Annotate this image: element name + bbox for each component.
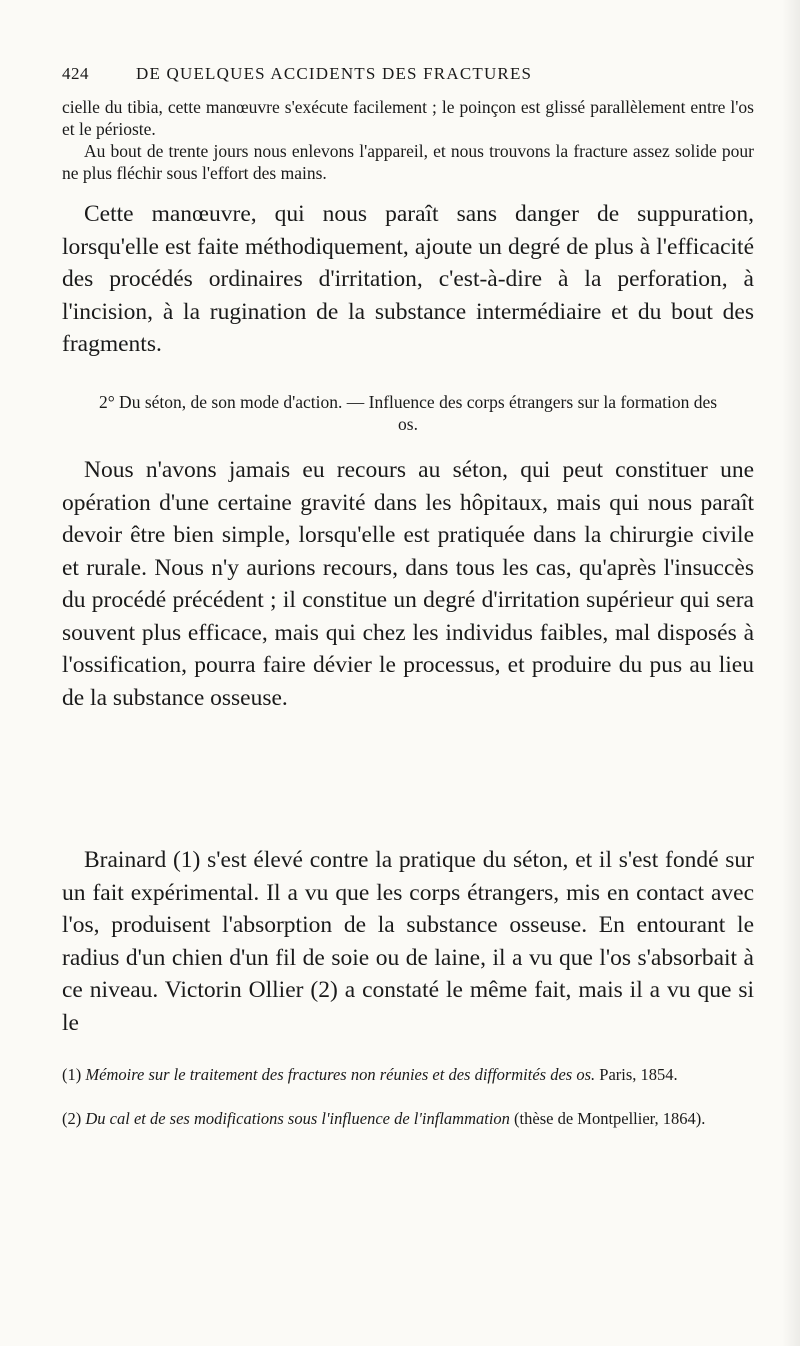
paragraph-continuation: cielle du tibia, cette manœuvre s'exécute facilement ; le poinçon est glissé parallèlement entre l'os et le périoste. — [62, 97, 754, 139]
paragraph-large: Nous n'avons jamais eu recours au séton, qui peut constituer une opération d'une certaine gravité dans les hôpitaux, mais qui nous paraît devoir être bien simple, lorsqu'elle est pratiquée dans la chirurgie civile et rurale. Nous n'y aurions recours, dans tous les cas, qu'après l'insuccès du procédé précédent ; il constitue un degré d'irritation supérieur qui sera souvent plus efficace, mais qui chez les individus faibles, mal disposés à l'ossification, pourra faire dévier le processus, et produire du pus au lieu de la substance osseuse. — [62, 457, 754, 711]
footnote — [62, 1108, 754, 1129]
section-heading: 2° Du séton, de son mode d'action. — Influence des corps étrangers sur la formation des os. — [98, 392, 718, 434]
footnote-title: Mémoire sur le traitement des fractures non réunies et des difformités des os. — [85, 1065, 596, 1084]
footnote-marker: (2) — [62, 1109, 82, 1128]
paragraph-large: Cette manœuvre, qui nous paraît sans danger de suppuration, lorsqu'elle est faite méthodiquement, ajoute un degré de plus à l'efficacité des procédés ordinaires d'irritation, c'est-à-dire à la perforation, à l'incision, à la rugination de la substance intermédiaire et du bout des fragments. — [62, 201, 754, 357]
paragraph-large: Brainard (1) s'est élevé contre la pratique du séton, et il s'est fondé sur un fait expérimental. Il a vu que les corps étrangers, mis en contact avec l'os, produisent l'absorption de la substance osseuse. En entourant le radius d'un chien d'un fil de soie ou de laine, il a vu que l'os s'absorbait à ce niveau. Victorin Ollier (2) a constaté le même fait, mais il a vu que si le — [62, 847, 754, 1036]
footnote-title: Du cal et de ses modifications sous l'influence de l'inflammation — [85, 1109, 510, 1128]
running-title: DE QUELQUES ACCIDENTS DES FRACTURES — [136, 64, 533, 83]
page-edge-shadow — [782, 0, 800, 1346]
footnote — [62, 1064, 754, 1085]
footnote-marker: (1) — [62, 1065, 82, 1084]
paragraph-small: Au bout de trente jours nous enlevons l'appareil, et nous trouvons la fracture assez solide pour ne plus fléchir sous l'effort des mains. — [62, 141, 754, 183]
footnote-text: (thèse de Montpellier, 1864). — [514, 1109, 706, 1128]
running-header — [62, 64, 752, 88]
footnote-text: Paris, 1854. — [599, 1065, 678, 1084]
page-number: 424 — [62, 64, 89, 83]
